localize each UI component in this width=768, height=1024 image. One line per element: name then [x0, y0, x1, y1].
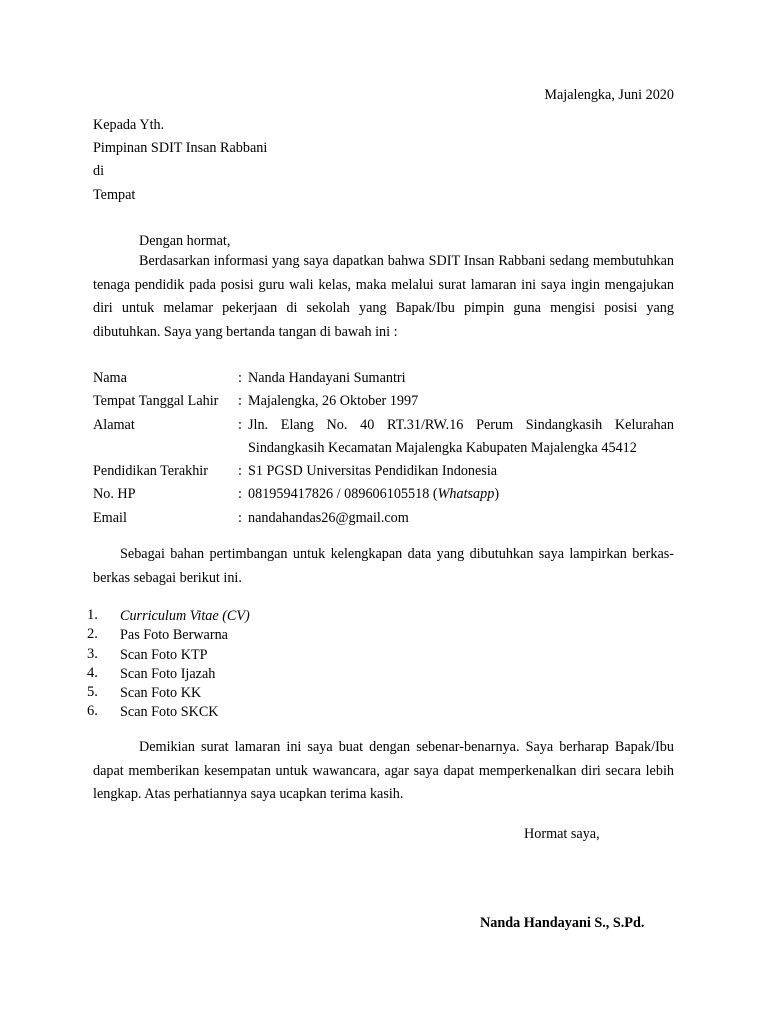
phone-app: Whatsapp — [437, 486, 495, 502]
paragraph-line: diri untuk melamar pekerjaan di sekolah yang Bapak/Ibu pimpin guna mengisi posisi yang — [93, 300, 674, 316]
address-label: Alamat — [93, 417, 135, 433]
phone-close: ) — [494, 486, 500, 502]
colon: : — [238, 370, 242, 386]
phone-value — [248, 486, 499, 503]
recipient-line: di — [93, 163, 105, 179]
colon: : — [238, 510, 242, 526]
paragraph-line: Demikian surat lamaran ini saya buat dengan sebenar-benarnya. Saya berharap Bapak/Ibu — [139, 739, 674, 755]
colon: : — [238, 393, 242, 409]
letter-date: Majalengka, Juni 2020 — [544, 87, 674, 103]
name-value: Nanda Handayani Sumantri — [248, 370, 406, 386]
birth-value: Majalengka, 26 Oktober 1997 — [248, 393, 419, 409]
recipient-line: Kepada Yth. — [93, 117, 165, 133]
paragraph-line: lengkap. Atas perhatiannya saya ucapkan terima kasih. — [93, 786, 404, 802]
colon: : — [238, 417, 242, 433]
list-item: Scan Foto KK — [120, 685, 202, 701]
list-number: 5. — [87, 684, 98, 700]
list-number: 4. — [87, 665, 98, 681]
email-value: nandahandas26@gmail.com — [248, 510, 409, 526]
recipient-line: Tempat — [93, 187, 136, 203]
list-number: 1. — [87, 607, 98, 623]
paragraph-line: dapat memberikan kesempatan untuk wawancara, agar saya dapat memperkenalkan diri secara lebih — [93, 762, 674, 779]
list-number: 2. — [87, 626, 98, 642]
paragraph-line: dibutuhkan. Saya yang bertanda tangan di bawah ini : — [93, 323, 398, 340]
list-item: Scan Foto Ijazah — [120, 666, 216, 682]
sign-off: Hormat saya, — [524, 826, 600, 842]
paragraph-line: tenaga pendidik pada posisi guru wali kelas, maka melalui surat lamaran ini saya ingin mengajukan — [93, 276, 674, 293]
education-value: S1 PGSD Universitas Pendidikan Indonesia — [248, 463, 498, 479]
list-number: 6. — [87, 703, 98, 719]
paragraph-line: Berdasarkan informasi yang saya dapatkan bahwa SDIT Insan Rabbani sedang membutuhkan — [139, 253, 674, 269]
birth-label: Tempat Tanggal Lahir — [93, 393, 219, 409]
colon: : — [238, 486, 242, 502]
attachment-intro — [93, 543, 674, 590]
list-item: Curriculum Vitae (CV) — [120, 608, 250, 624]
list-number: 3. — [87, 646, 98, 662]
paragraph-line: Sebagai bahan pertimbangan untuk kelengkapan data yang dibutuhkan saya lampirkan berkas- — [120, 546, 674, 562]
name-label: Nama — [93, 370, 127, 386]
paragraph-line: berkas sebagai berikut ini. — [93, 569, 242, 586]
phone-label: No. HP — [93, 486, 136, 502]
list-item: Scan Foto SKCK — [120, 704, 219, 720]
education-label: Pendidikan Terakhir — [93, 463, 208, 479]
greeting: Dengan hormat, — [139, 233, 231, 249]
recipient-line: Pimpinan SDIT Insan Rabbani — [93, 140, 268, 156]
intro-paragraph — [93, 250, 674, 344]
email-label: Email — [93, 510, 127, 526]
list-item: Pas Foto Berwarna — [120, 627, 228, 643]
list-item: Scan Foto KTP — [120, 647, 208, 663]
signature-name: Nanda Handayani S., S.Pd. — [480, 915, 645, 931]
address-line-2: Sindangkasih Kecamatan Majalengka Kabupaten Majalengka 45412 — [248, 440, 637, 456]
address-line-1: Jln. Elang No. 40 RT.31/RW.16 Perum Sindangkasih Kelurahan — [248, 417, 674, 433]
phone-numbers: 081959417826 / 089606105518 ( — [248, 486, 438, 502]
closing-paragraph — [93, 736, 674, 807]
colon: : — [238, 463, 242, 479]
